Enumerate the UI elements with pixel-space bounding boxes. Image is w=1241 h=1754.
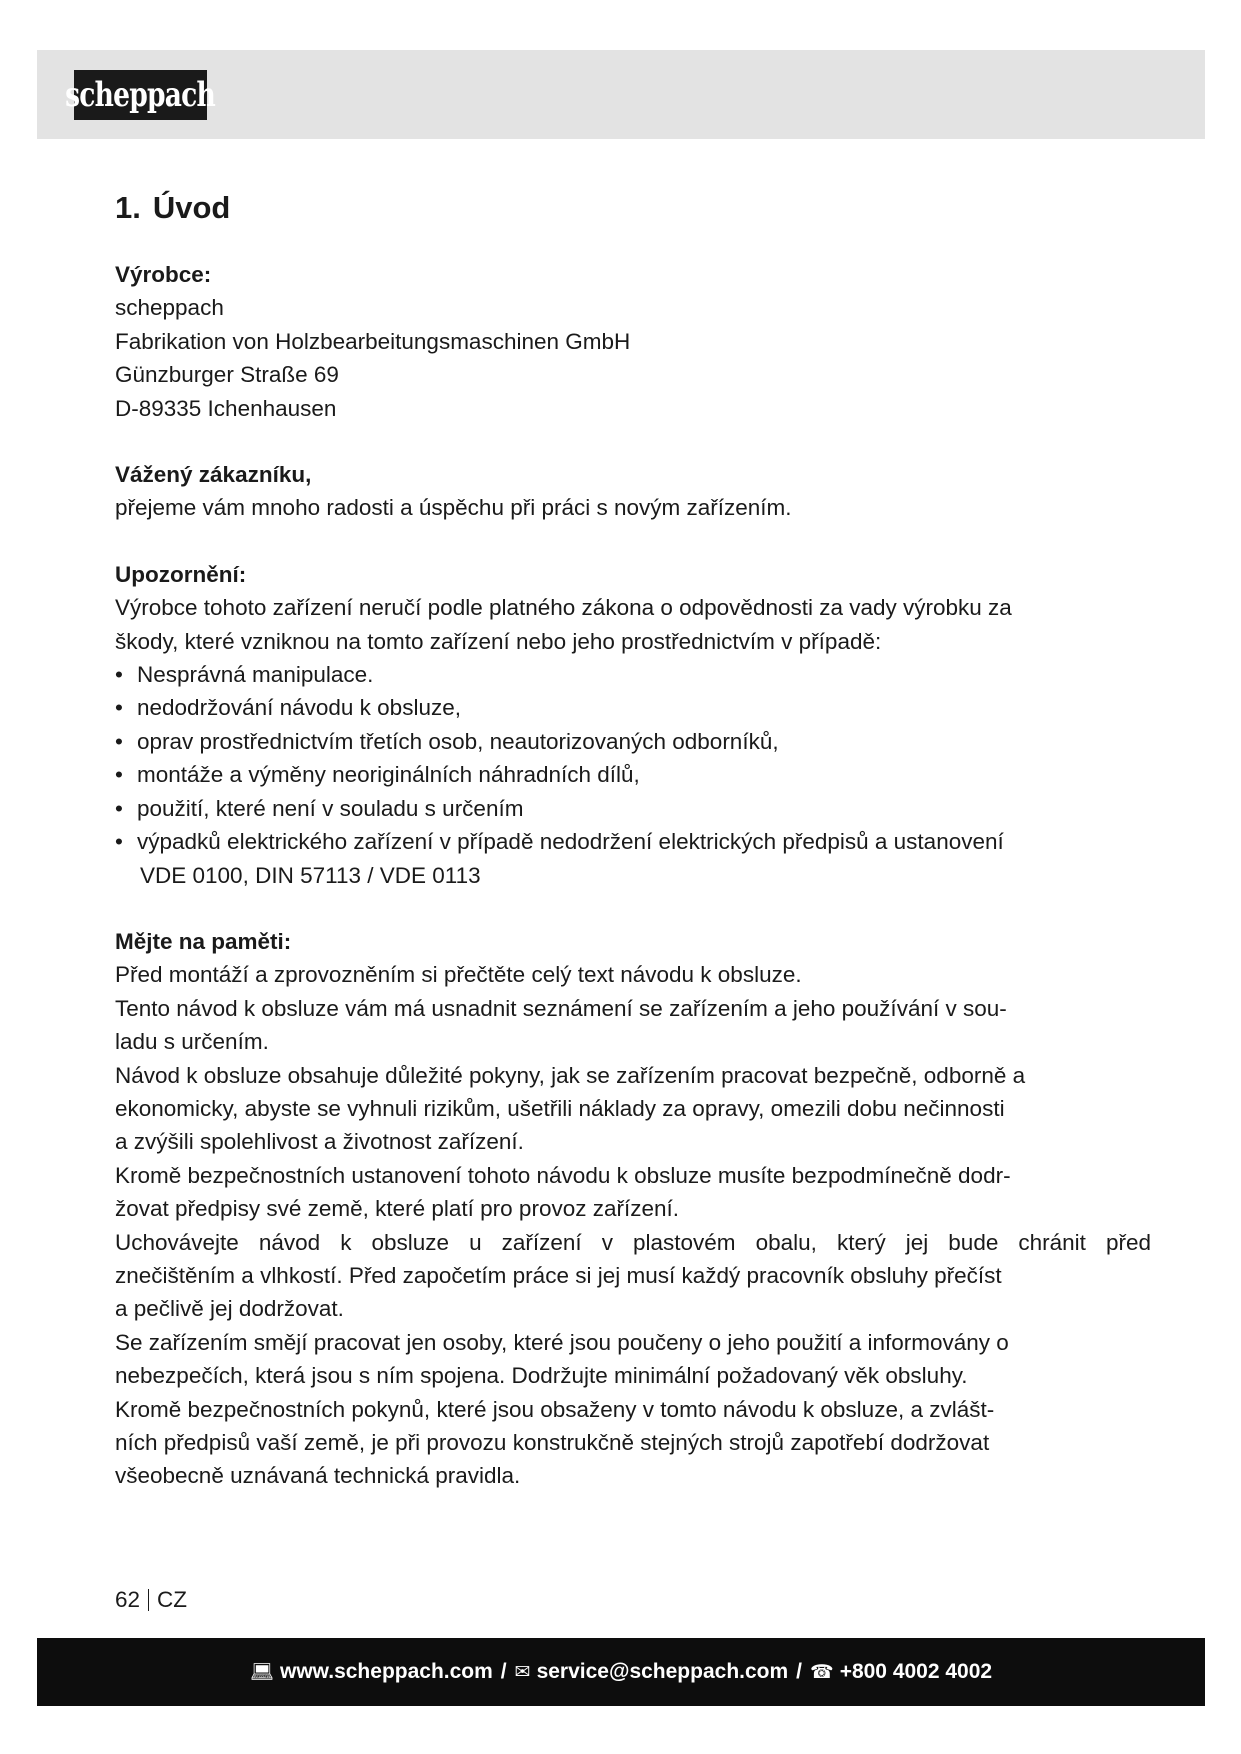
footer-phone[interactable]: +800 4002 4002 [839, 1660, 993, 1683]
remember-line: ladu s určením. [115, 1029, 269, 1055]
notice-title: Upozornění: [115, 561, 247, 587]
notice-list-item: • oprav prostřednictvím třetích osob, neautorizovaných odborníků, [115, 725, 1155, 758]
page-number-divider [148, 1589, 149, 1611]
remember-line: a zvýšili spolehlivost a životnost zařízení. [115, 1129, 524, 1155]
remember-title: Mějte na paměti: [115, 928, 292, 954]
customer-text: přejeme vám mnoho radosti a úspěchu při práci s novým zařízením. [115, 495, 792, 521]
notice-intro-line: Výrobce tohoto zařízení neručí podle platného zákona o odpovědnosti za vady výrobku za [115, 595, 1012, 621]
manufacturer-title: Výrobce: [115, 262, 212, 287]
footer-separator: / [500, 1660, 507, 1683]
notice-list-item: • montáže a výměny neoriginálních náhradních dílů, [115, 758, 1155, 791]
remember-line: ních předpisů vaší země, je při provozu konstrukčně stejných strojů zapotřebí dodržovat [115, 1430, 990, 1455]
notice-list-item: • nedodržování návodu k obsluze, [115, 691, 1155, 724]
customer-title: Vážený zákazníku, [115, 462, 312, 488]
mail-icon: ✉ [514, 1661, 531, 1683]
footer-website[interactable]: www.scheppach.com [280, 1660, 493, 1683]
section-heading [115, 184, 1155, 232]
notice-block [115, 558, 1155, 892]
notice-intro-line: škody, které vzniknou na tomto zařízení nebo jeho prostřednictvím v případě: [115, 628, 882, 654]
remember-line: Návod k obsluze obsahuje důležité pokyny, jak se zařízením pracovat bezpečně, odborně a [115, 1062, 1026, 1088]
remember-block [115, 925, 1155, 1493]
remember-line: Před montáží a zprovozněním si přečtěte celý text návodu k obsluze. [115, 962, 802, 988]
notice-list [115, 658, 1155, 858]
notice-list-item: • výpadků elektrického zařízení v případě nedodržení elektrických předpisů a ustanovení [115, 825, 1155, 858]
section-title: Úvod [152, 190, 231, 225]
manufacturer-line: scheppach [115, 295, 224, 321]
section-number: 1. [115, 190, 141, 225]
manufacturer-line: Fabrikation von Holzbearbeitungsmaschinen GmbH [115, 328, 631, 354]
footer-separator: / [796, 1660, 803, 1683]
notice-list-item: • Nesprávná manipulace. [115, 658, 1155, 691]
remember-line: Tento návod k obsluze vám má usnadnit seznámení se zařízením a jeho používání v sou- [115, 995, 1007, 1021]
manufacturer-line: Günzburger Straße 69 [115, 362, 339, 388]
remember-line: žovat předpisy své země, které platí pro provoz zařízení. [115, 1196, 680, 1222]
scheppach-logo: scheppach [74, 70, 207, 120]
notice-list-item-continuation: VDE 0100, DIN 57113 / VDE 0113 [140, 862, 481, 888]
remember-line: Kromě bezpečnostních pokynů, které jsou obsaženy v tomto návodu k obsluze, a zvlášt- [115, 1396, 995, 1422]
remember-line: Kromě bezpečnostních ustanovení tohoto návodu k obsluze musíte bezpodmínečně dodr- [115, 1162, 1011, 1188]
manufacturer-block [115, 258, 1155, 425]
computer-icon: 💻︎ [249, 1662, 275, 1683]
phone-icon: ☎ [810, 1661, 834, 1683]
remember-line: všeobecně uznávaná technická pravidla. [115, 1463, 521, 1489]
footer-email[interactable]: service@scheppach.com [536, 1660, 789, 1683]
remember-line: znečištěním a vlhkostí. Před započetím práce si jej musí každý pracovník obsluhy přečíst [115, 1262, 1002, 1288]
remember-line: Uchovávejte návod k obsluze u zařízení v plastovém obalu, který jej bude chránit před [115, 1229, 1151, 1255]
remember-line: Se zařízením smějí pracovat jen osoby, které jsou poučeny o jeho použití a informovány o [115, 1329, 1009, 1355]
manufacturer-line: D-89335 Ichenhausen [115, 395, 337, 421]
remember-line: ekonomicky, abyste se vyhnuli rizikům, ušetřili náklady za opravy, omezili dobu nečinnosti [115, 1095, 1005, 1121]
page-content [115, 184, 1155, 1526]
remember-line: nebezpečích, která jsou s ním spojena. Dodržujte minimální požadovaný věk obsluhy. [115, 1363, 968, 1389]
page-footer [37, 1638, 1205, 1706]
page-header [37, 50, 1205, 139]
page-number-value: 62 [115, 1587, 141, 1612]
page-language: CZ [157, 1587, 188, 1612]
customer-block [115, 458, 1155, 525]
notice-list-item: • použití, které není v souladu s určením [115, 792, 1155, 825]
page-number [115, 1585, 187, 1615]
remember-line: a pečlivě jej dodržovat. [115, 1296, 344, 1322]
